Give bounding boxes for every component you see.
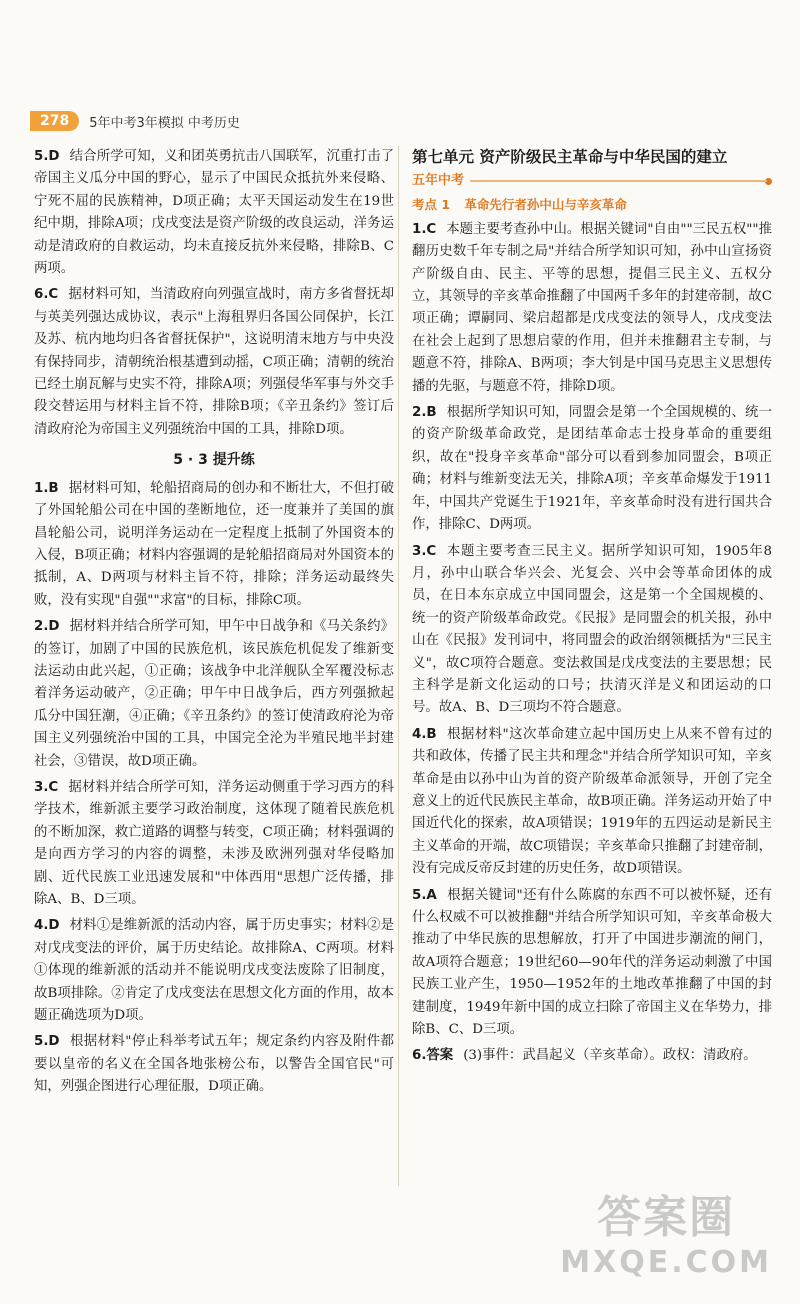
kaodian-heading [412, 194, 772, 216]
answer-key: 4.B [412, 726, 437, 742]
answer-key: 3.C [34, 779, 59, 795]
answer-explanation: 材料①是维新派的活动内容，属于历史事实；材料②是对戊戌变法的评价，属于历史结论。故排除A、C两项。材料①体现的维新派的活动并不能说明戊戌变法废除了旧制度，故B项排除。②肯定了戊戌变法在思想文化方面的作用，故本题正确选项为D项。 [34, 918, 394, 1024]
answer-key: 6.答案 [412, 1048, 454, 1064]
five-year-rule [470, 180, 767, 182]
answer-item [34, 478, 394, 612]
kaodian-title: 革命先行者孙中山与辛亥革命 [464, 197, 627, 213]
answer-item [412, 1045, 772, 1067]
kaodian-label: 考点 1 [412, 197, 451, 213]
five-year-label: 五年中考 [412, 173, 465, 188]
answer-item [412, 402, 772, 536]
answer-explanation: 根据所学知识可知，同盟会是第一个全国规模的、统一的资产阶级革命政党，是团结革命志士投身革命的重要组织，故在"投身辛亥革命"部分可以看到参加同盟会，B项正确；材料与维新变法无关，排除A项；辛亥革命爆发于1911年，中国共产党诞生于1921年，辛亥革命时没有进行国共合作，排除C、D两项。 [412, 405, 772, 533]
section-title-tishenglian: 5 · 3 提升练 [173, 452, 255, 469]
answer-key: 2.D [34, 619, 60, 635]
left-column [34, 146, 394, 1103]
book-title: 5年中考3年模拟 中考历史 [89, 115, 240, 131]
answer-item [412, 885, 772, 1042]
left-bottom-answers [34, 478, 394, 1099]
left-top-answers [34, 146, 394, 441]
watermark [560, 1181, 772, 1280]
answer-key: 4.D [34, 918, 60, 934]
answer-explanation: 根据材料"停止科举考试五年；规定条约内容及附件都要以皇帝的名义在全国各地张榜公布，以警告全国官民"可知，列强企图进行心理征服，D项正确。 [34, 1034, 394, 1095]
answer-explanation: (3)事件：武昌起义（辛亥革命）。政权：清政府。 [463, 1048, 757, 1064]
answer-key: 5.D [34, 1034, 60, 1050]
answer-key: 1.C [412, 221, 437, 237]
page-header [30, 108, 770, 134]
answer-explanation: 本题主要考查三民主义。据所学知识可知，1905年8月，孙中山联合华兴会、光复会、兴中会等革命团体的成员，在日本东京成立中国同盟会，这是第一个全国规模的、统一的资产阶级革命政党。《民报》是同盟会的机关报，孙中山在《民报》发刊词中，将同盟会的政治纲领概括为"三民主义"，故C项符合题意。变法救国是戊戌变法的主要思想；民主科学是新文化运动的口号；扶清灭洋是义和团运动的口号。故A、B、D三项均不符合题意。 [412, 543, 772, 716]
answer-item [34, 616, 394, 773]
answer-explanation: 据材料并结合所学可知，洋务运动侧重于学习西方的科学技术，维新派主要学习政治制度，这体现了随着民族危机的不断加深，救亡道路的调整与转变，C项正确；材料强调的是向西方学习的内容的调整，未涉及欧洲列强对华侵略加剧、近代民族工业迅速发展和"中体西用"思想广泛传播，排除A、B、D三项。 [34, 779, 394, 907]
answer-explanation: 本题主要考查孙中山。根据关键词"自由""三民五权""推翻历史数千年专制之局"并结合所学知识可知，孙中山宣扬资产阶级自由、民主、平等的思想，提倡三民主义、五权分立，其领导的辛亥革命推翻了中国两千多年的封建帝制，故C项正确；谭嗣同、梁启超都是戊戌变法的领导人，戊戌变法在社会上起到了思想启蒙的作用，但并未推翻君主专制，与题意不符，排除A、B两项；李大钊是中国马克思主义思想传播的先驱，与题意不符，排除D项。 [412, 221, 772, 394]
answer-key: 5.D [34, 149, 60, 164]
answer-explanation: 据材料可知，当清政府向列强宣战时，南方多省督抚却与英美列强达成协议，表示"上海租界归各国公同保护，长江及苏、杭内地均归各省督抚保护"，这说明清末地方与中央没有保持同步，清朝统治根基遭到动摇，C项正确；清朝的统治已经土崩瓦解与史实不符，排除A项；列强侵华军事与外交手段交替运用与材料主旨不符，排除B项；《辛丑条约》签订后清政府沦为帝国主义列强统治中国的工具，排除D项。 [34, 287, 394, 437]
answer-key: 1.B [34, 480, 59, 496]
answer-explanation: 结合所学可知，义和团英勇抗击八国联军，沉重打击了帝国主义瓜分中国的野心，显示了中国民众抵抗外来侵略、宁死不屈的民族精神，D项正确；太平天国运动发生在19世纪中期，排除A项；戊戌变法是资产阶级的改良运动，洋务运动是清政府的自救运动，均未直接反抗外来侵略，排除B、C两项。 [34, 149, 394, 277]
watermark-site: MXQE.COM [560, 1245, 772, 1280]
page-number: 278 [30, 111, 79, 131]
watermark-logo: 答案圈 [597, 1192, 736, 1243]
answer-key: 5.A [412, 887, 437, 903]
answer-item [412, 724, 772, 881]
answer-item [34, 1031, 394, 1098]
right-column [412, 146, 772, 1072]
column-divider [398, 146, 399, 1186]
answer-key: 2.B [412, 405, 437, 421]
answer-explanation: 据材料可知，轮船招商局的创办和不断壮大，不但打破了外国轮船公司在中国的垄断地位，还一度兼并了美国的旗昌轮船公司，说明洋务运动在一定程度上抵制了外国资本的入侵，B项正确；材料内容强调的是轮船招商局对外国资本的抵制，A、D两项与材料主旨不符，排除；洋务运动最终失败，没有实现"自强""求富"的目标，排除C项。 [34, 480, 394, 608]
answer-explanation: 根据关键词"还有什么陈腐的东西不可以被怀疑，还有什么权威不可以被推翻"并结合所学知识可知，辛亥革命极大推动了中华民族的思想解放，打开了中国进步潮流的闸门，故A项符合题意；19世纪60—90年代的洋务运动刺激了中国民族工业产生，1950—1952年的土地改革推翻了中国的封建制度，1949年新中国的成立扫除了帝国主义在华势力，排除B、C、D三项。 [412, 887, 772, 1038]
answer-key: 3.C [412, 543, 437, 559]
right-answers [412, 219, 772, 1068]
answer-item [34, 777, 394, 911]
answer-key: 6.C [34, 287, 59, 303]
five-year-bar [412, 170, 772, 192]
answer-item [34, 146, 394, 280]
answer-item [412, 219, 772, 398]
answer-item [34, 284, 394, 441]
answer-item [34, 915, 394, 1027]
answer-explanation: 据材料并结合所学可知，甲午中日战争和《马关条约》的签订，加剧了中国的民族危机，该民族危机促发了维新变法运动由此兴起，①正确；该战争中北洋舰队全军覆没标志着洋务运动破产，②正确；甲午中日战争后，西方列强掀起瓜分中国狂潮，④正确；《辛丑条约》的签订使清政府沦为帝国主义列强统治中国的工具，中国完全沦为半殖民地半封建社会，③错误，故D项正确。 [34, 619, 394, 769]
unit-title: 第七单元 资产阶级民主革命与中华民国的建立 [412, 148, 728, 166]
answer-item [412, 541, 772, 720]
answer-explanation: 根据材料"这次革命建立起中国历史上从来不曾有过的共和政体，传播了民主共和理念"并结合所学知识可知，辛亥革命是由以孙中山为首的资产阶级革命派领导，开创了完全意义上的近代民族民主革命，故B项正确。洋务运动开始了中国近代化的探索，故A项错误；1919年的五四运动是新民主主义革命的开端，故C项错误；辛亥革命只推翻了封建帝制，没有完成反帝反封建的历史任务，故D项错误。 [412, 726, 772, 877]
